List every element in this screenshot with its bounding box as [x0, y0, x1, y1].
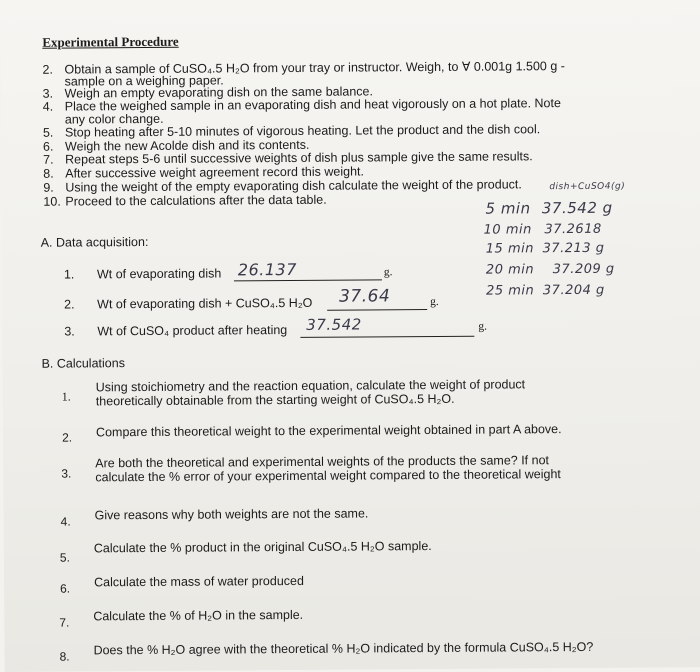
row-value: 37.542 — [306, 315, 362, 334]
step-text: Repeat steps 5-6 until successive weights of dish plus sample give the same results. — [65, 149, 533, 167]
note-weight: 37.209 g — [552, 261, 615, 278]
step-number: 8. — [43, 166, 54, 181]
step-text: Place the weighed sample in an evaporating dish and heat vigorously on a hot plate. Note — [64, 96, 561, 114]
note-weight: 37.204 g — [542, 282, 605, 299]
note-entry — [486, 283, 605, 299]
section-b-heading: B. Calculations — [41, 356, 125, 371]
step-number: 4. — [42, 99, 54, 114]
step-number: 6. — [42, 139, 54, 154]
note-weight: 37.213 g — [542, 240, 605, 257]
step-number: 9. — [43, 180, 54, 195]
calc-text: Does the % H₂O agree with the theoretical % H₂O indicated by the formula CuSO₄.5 H₂O? — [93, 639, 594, 658]
note-entry — [486, 241, 605, 257]
step-number: 7. — [43, 152, 54, 167]
step-text: Stop heating after 5-10 minutes of vigorous heating. Let the product and the dish cool. — [64, 122, 541, 140]
row-label: Wt of evaporating dish — [96, 266, 222, 282]
row-label: Wt of evaporating dish + CuSO₄.5 H₂O — [97, 295, 313, 312]
step-text: Using the weight of the empty evaporating dish calculate the weight of the product. — [65, 177, 522, 195]
row-label: Wt of CuSO₄ product after heating — [97, 323, 288, 339]
procedure-step — [43, 194, 326, 209]
procedure-step-cont: any color change. — [64, 111, 164, 127]
calc-text: Calculate the % of H₂O in the sample. — [93, 607, 304, 624]
procedure-step-cont: sample on a weighing paper. — [64, 73, 224, 89]
notes-header: dish+CuSO4(g) — [549, 181, 626, 193]
row-value: 26.137 — [237, 259, 297, 280]
step-text: Obtain a sample of CuSO₄.5 H₂O from your tray or instructor. Weigh, to ∀ 0.001g 1.500 g - — [64, 59, 565, 77]
answer-line — [327, 309, 427, 311]
calc-text-cont: theoretically obtainable from the starting weight of CuSO₄.5 H₂O. — [95, 391, 455, 409]
row-number: 2. — [64, 297, 75, 312]
calc-text: Give reasons why both weights are not the same. — [94, 506, 369, 523]
note-entry — [486, 262, 615, 278]
row-unit: g. — [430, 295, 439, 309]
row-number: 1. — [63, 267, 75, 282]
step-text: Proceed to the calculations after the data table. — [65, 192, 327, 209]
step-number: 2. — [42, 62, 53, 77]
note-time: 10 min — [483, 222, 532, 238]
calc-text: Compare this theoretical weight to the experimental weight obtained in part A above. — [95, 422, 562, 440]
step-text: After successive weight agreement record this weight. — [65, 164, 365, 181]
calc-number: 7. — [59, 615, 70, 630]
step-text: Weigh the new Acolde dish and its contents. — [64, 137, 310, 154]
answer-line — [234, 279, 382, 281]
step-number: 5. — [42, 125, 54, 140]
calc-number: 2. — [62, 430, 73, 445]
calc-text: Calculate the % product in the original CuSO₄.5 H₂O sample. — [93, 538, 432, 556]
section-title: Experimental Procedure — [42, 33, 179, 50]
note-time: 25 min — [485, 283, 535, 299]
note-weight: 37.2618 — [544, 221, 602, 238]
calc-text-cont: calculate the % error of your experimental weight compared to the theoretical weight — [95, 467, 561, 485]
step-number: 10. — [43, 194, 61, 209]
note-time: 20 min — [485, 262, 535, 278]
calc-number: 8. — [59, 649, 70, 664]
calc-number: 4. — [60, 514, 71, 529]
row-value: 37.64 — [339, 286, 391, 307]
calc-text: Using stoichiometry and the reaction equation, calculate the weight of product — [95, 377, 526, 395]
note-entry — [485, 199, 612, 218]
calc-number: 5. — [59, 550, 70, 565]
step-text: Weigh an empty evaporating dish on the same balance. — [64, 84, 373, 101]
calc-number: 3. — [61, 466, 72, 481]
answer-line — [300, 336, 474, 338]
step-number: 3. — [42, 86, 54, 101]
section-a-heading: A. Data acquisition: — [40, 234, 149, 250]
note-time: 5 min — [485, 199, 531, 218]
calc-text: Calculate the mass of water produced — [94, 573, 304, 590]
calc-text: Are both the theoretical and experimental weights of the products the same? If not — [95, 453, 550, 471]
note-weight: 37.542 g — [541, 198, 613, 218]
note-time: 15 min — [485, 241, 535, 257]
calc-number: 6. — [60, 581, 71, 596]
calc-number: 1. — [61, 389, 71, 404]
row-number: 3. — [64, 324, 75, 339]
note-entry — [484, 222, 602, 238]
row-unit: g. — [478, 320, 487, 333]
row-unit: g. — [383, 266, 393, 279]
